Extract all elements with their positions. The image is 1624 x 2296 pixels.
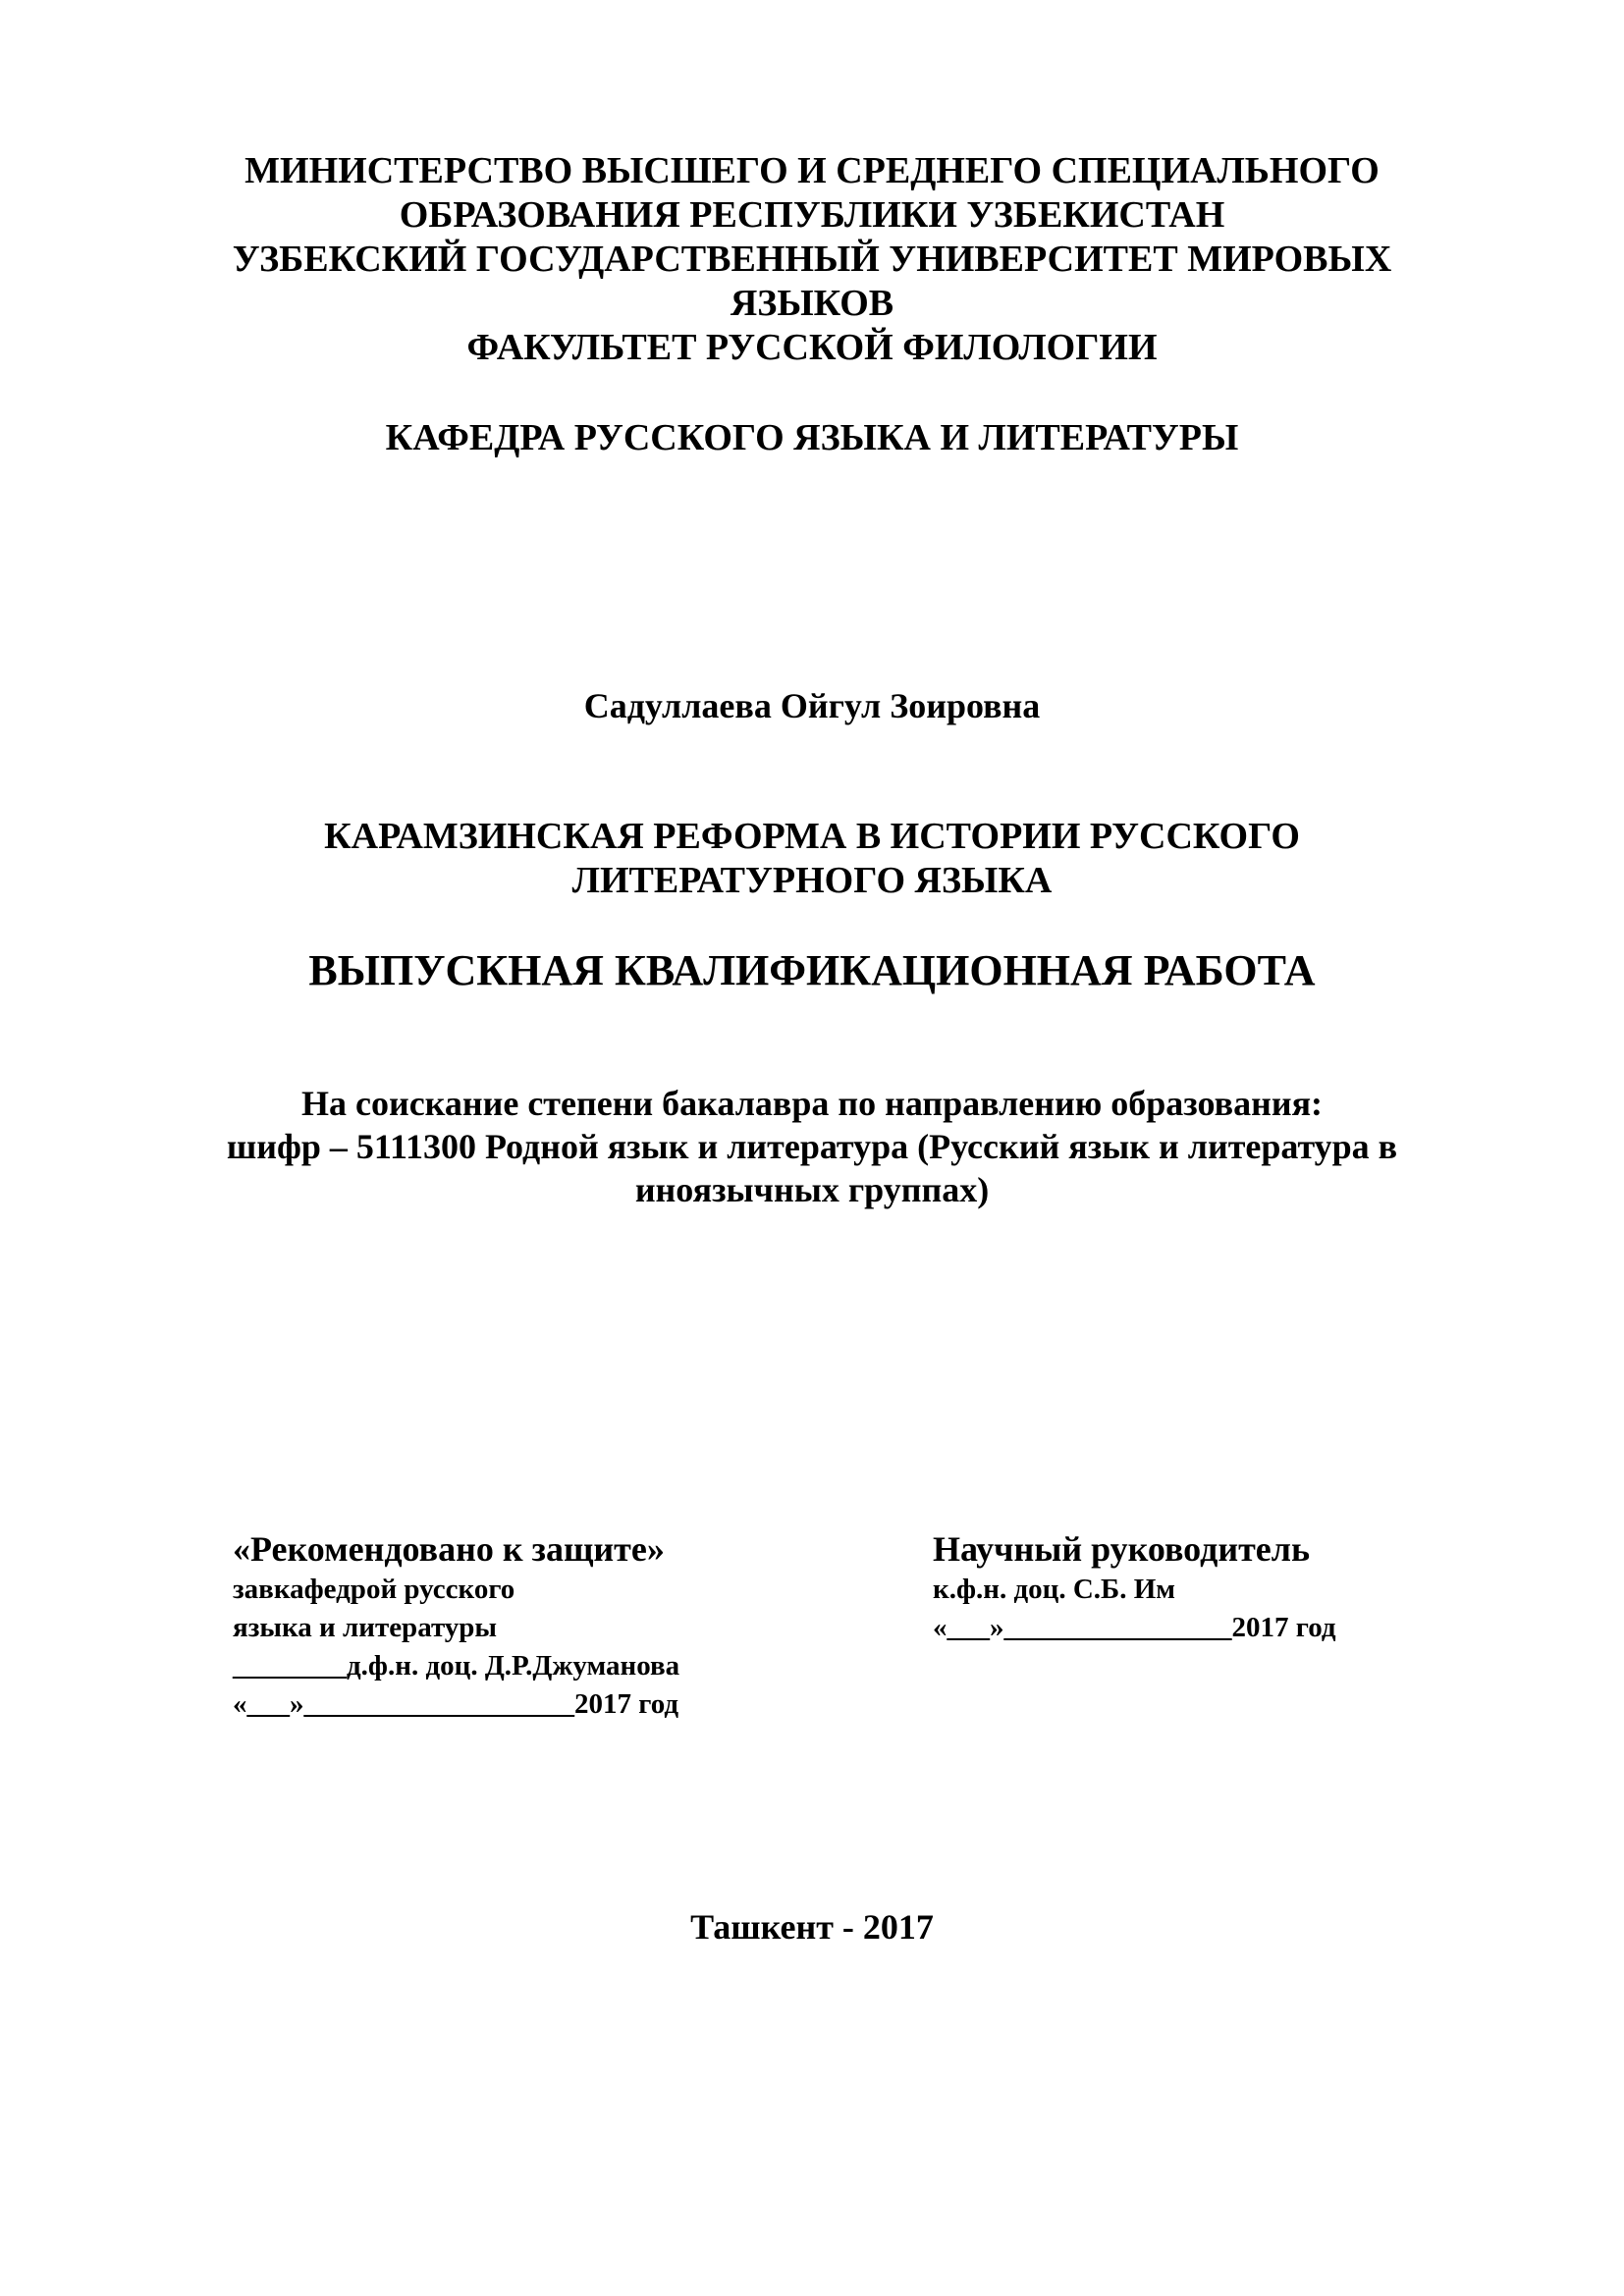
recommendation-date: «___»___________________2017 год	[233, 1688, 679, 1720]
thesis-topic	[0, 815, 1624, 903]
department-name: КАФЕДРА РУССКОГО ЯЗЫКА И ЛИТЕРАТУРЫ	[385, 417, 1239, 458]
recommendation-block	[233, 1527, 679, 1724]
degree-line-2: шифр – 5111300 Родной язык и литература (Русский язык и литература в	[226, 1127, 1398, 1166]
university-line-1: УЗБЕКСКИЙ ГОСУДАРСТВЕННЫЙ УНИВЕРСИТЕТ МИРОВЫХ	[232, 239, 1392, 280]
supervisor-name: к.ф.н. доц. С.Б. Им	[933, 1574, 1176, 1605]
supervisor-block	[933, 1527, 1336, 1647]
faculty-line: ФАКУЛЬТЕТ РУССКОЙ ФИЛОЛОГИИ	[466, 327, 1158, 368]
ministry-line-2: ОБРАЗОВАНИЯ РЕСПУБЛИКИ УЗБЕКИСТАН	[399, 194, 1225, 236]
recommendation-line-1: завкафедрой русского	[233, 1574, 515, 1605]
supervisor-date: «___»________________2017 год	[933, 1612, 1336, 1643]
author-name: Садуллаева Ойгул Зоировна	[583, 686, 1041, 725]
city-year: Ташкент - 2017	[690, 1907, 934, 1947]
work-type: ВЫПУСКНАЯ КВАЛИФИКАЦИОННАЯ РАБОТА	[308, 946, 1316, 994]
topic-line-1: КАРАМЗИНСКАЯ РЕФОРМА В ИСТОРИИ РУССКОГО	[324, 816, 1300, 857]
degree-line-3: иноязычных группах)	[634, 1170, 990, 1209]
recommendation-signature: ________д.ф.н. доц. Д.Р.Джуманова	[233, 1650, 680, 1682]
recommendation-line-2: языка и литературы	[233, 1612, 498, 1643]
topic-line-2: ЛИТЕРАТУРНОГО ЯЗЫКА	[571, 860, 1053, 901]
ministry-line-1: МИНИСТЕРСТВО ВЫСШЕГО И СРЕДНЕГО СПЕЦИАЛЬНОГО	[244, 150, 1380, 191]
degree-info	[0, 1082, 1624, 1211]
institution-header	[0, 149, 1624, 370]
degree-line-1: На соискание степени бакалавра по направлению образования:	[300, 1084, 1324, 1123]
university-line-2: ЯЗЫКОВ	[730, 283, 894, 324]
supervisor-title: Научный руководитель	[933, 1529, 1310, 1569]
recommendation-title: «Рекомендовано к защите»	[233, 1529, 665, 1569]
